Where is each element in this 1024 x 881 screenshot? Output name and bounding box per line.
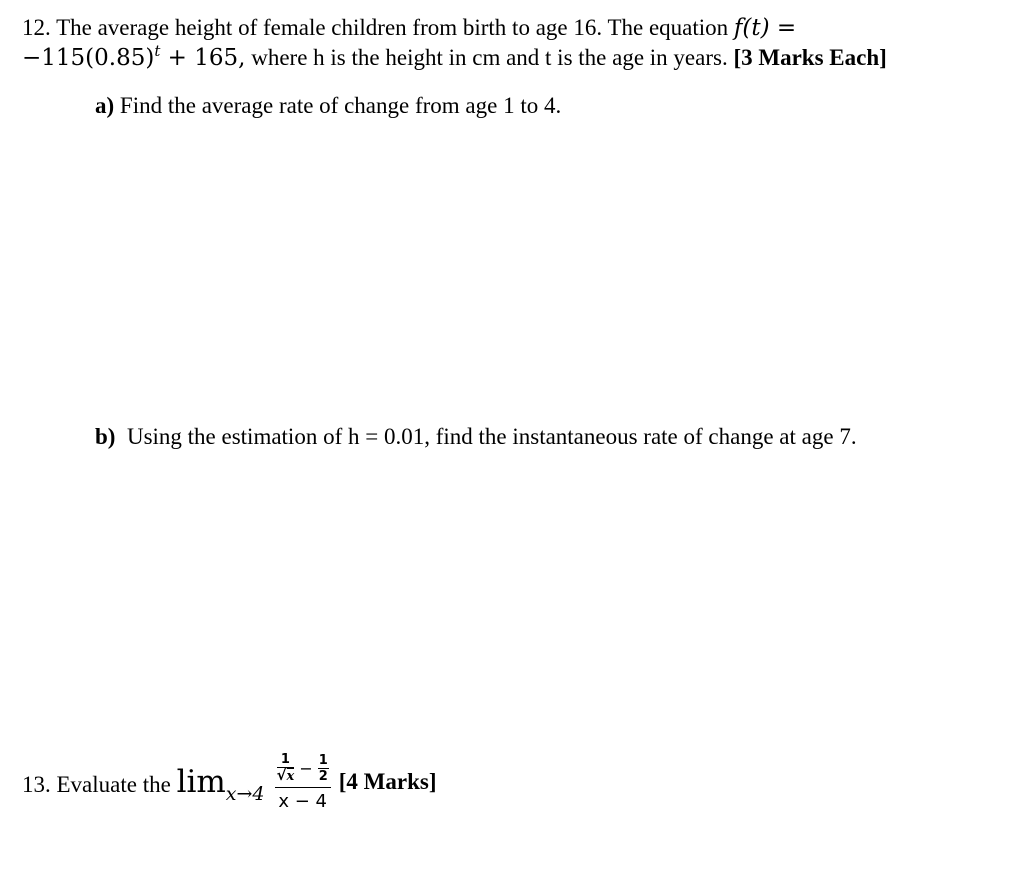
q12-marks: [3 Marks Each] xyxy=(733,45,887,70)
q13-lim-subscript: x→4 xyxy=(225,783,265,805)
q13-inner-1-bottom xyxy=(277,768,295,784)
q13-minus: − xyxy=(299,758,313,778)
sqrt-icon: √ xyxy=(276,766,287,784)
q13-lim: lim xyxy=(176,764,226,800)
q12-equation-exponent: t xyxy=(154,42,161,60)
q12-part-a-text: Find the average rate of change from age 1 to 4. xyxy=(114,93,562,118)
q13-intro xyxy=(22,764,265,805)
q12-line-2 xyxy=(22,42,887,71)
q13-inner-fraction-1 xyxy=(277,752,295,784)
q13-text: 13. Evaluate the xyxy=(22,772,177,797)
q13-numerator xyxy=(275,752,331,788)
q13-line xyxy=(22,752,437,842)
q12-part-b-label: b) xyxy=(95,424,116,449)
q13-fraction xyxy=(275,752,331,812)
q13-denominator: x − 4 xyxy=(278,791,327,812)
q12-line-1 xyxy=(22,15,796,41)
q12-part-a-label: a) xyxy=(95,93,115,118)
q12-intro-text: 12. The average height of female children from birth to age 16. The equation xyxy=(22,15,734,40)
q13-sqrt-var: x xyxy=(286,769,295,784)
q13-inner-2-bottom: 2 xyxy=(318,768,328,784)
q12-part-a xyxy=(95,93,561,119)
q12-variable-description: where h is the height in cm and t is the age in years. xyxy=(245,45,734,70)
q13-marks: [4 Marks] xyxy=(338,769,437,794)
q12-function-label: f(t) = xyxy=(733,15,797,41)
q13-inner-1-top: 1 xyxy=(277,752,295,768)
q12-equation-base: −115(0.85) xyxy=(22,45,155,71)
q12-part-b-text: Using the estimation of h = 0.01, find the instantaneous rate of change at age 7. xyxy=(115,424,857,449)
q13-inner-fraction-2 xyxy=(318,753,329,784)
q12-equation-constant: + 165, xyxy=(160,45,246,71)
q12-part-b xyxy=(95,424,857,450)
q13-inner-2-top: 1 xyxy=(318,752,328,768)
